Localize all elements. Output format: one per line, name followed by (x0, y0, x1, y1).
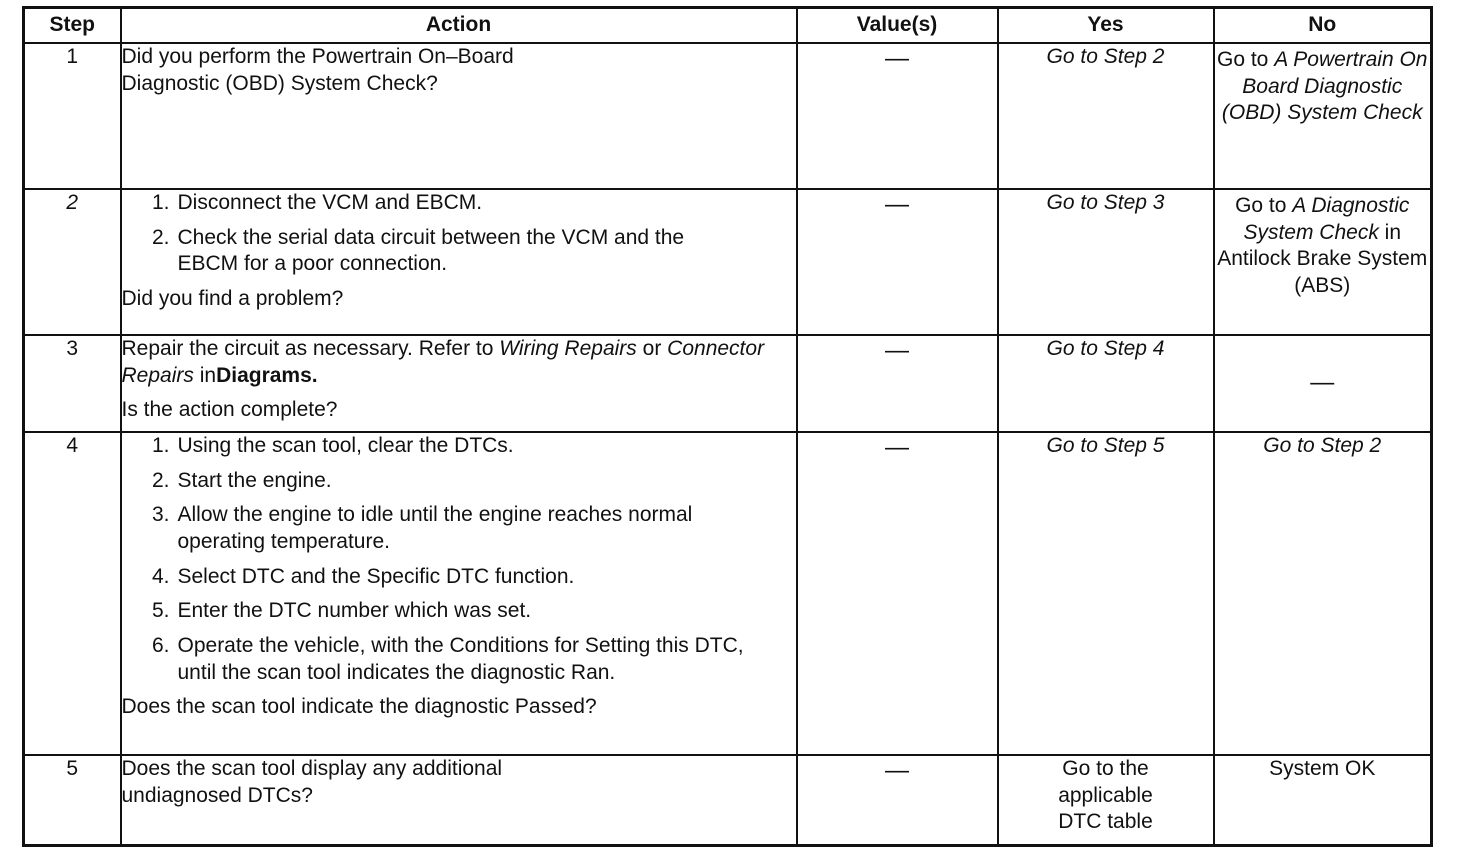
action-text-a: Repair the circuit as necessary. Refer to (121, 337, 494, 360)
action-cell (121, 189, 797, 335)
yes-cell (998, 755, 1214, 846)
step-number: 2 (24, 189, 121, 335)
diagnostic-table (22, 6, 1433, 847)
action-question: Did you find a problem? (121, 286, 344, 310)
step-number: 4 (24, 432, 121, 755)
list-item (122, 190, 796, 217)
yes-text: Go to the applicable DTC table (1058, 757, 1153, 834)
value-cell: — (797, 43, 998, 189)
table-row-step-5 (24, 755, 1432, 846)
list-item (122, 225, 796, 278)
list-item (122, 564, 796, 591)
action-question: Is the action complete? (121, 398, 338, 422)
no-prefix: Go to (1216, 48, 1269, 71)
action-list (122, 190, 796, 278)
value-cell: — (797, 432, 998, 755)
yes-link[interactable]: Go to Step 4 (1046, 337, 1165, 360)
action-cell (121, 755, 797, 846)
step-number: 5 (24, 755, 121, 846)
header-yes: Yes (998, 8, 1214, 44)
header-values: Value(s) (797, 8, 998, 44)
list-item-text: Check the serial data circuit between the VCM and the EBCM for a poor connection. (177, 225, 685, 276)
step-number: 3 (24, 335, 121, 432)
action-text: Did you perform the Powertrain On–Board Diagnostic (OBD) System Check? (121, 45, 514, 95)
list-item-text: Using the scan tool, clear the DTCs. (177, 434, 514, 457)
list-item (122, 633, 796, 686)
action-text: Does the scan tool display any additional undiagnosed DTCs? (121, 757, 503, 807)
action-text (122, 336, 796, 389)
yes-cell (998, 335, 1214, 432)
action-cell (121, 432, 797, 755)
list-item (122, 502, 796, 555)
list-item-text: Enter the DTC number which was set. (177, 599, 532, 623)
list-item-number: 5. (151, 599, 170, 623)
list-item-text: Select DTC and the Specific DTC function. (177, 564, 575, 588)
no-cell (1214, 43, 1432, 189)
no-link[interactable]: A Diagnostic System Check (1243, 194, 1410, 244)
yes-cell (998, 432, 1214, 755)
diagrams-link[interactable]: Diagrams. (216, 363, 318, 387)
list-item-number: 2. (151, 468, 170, 492)
yes-cell (998, 189, 1214, 335)
wiring-repairs-link[interactable]: Wiring Repairs (499, 337, 637, 360)
list-item (122, 468, 796, 495)
table-row-step-2 (24, 189, 1432, 335)
table-row-step-3 (24, 335, 1432, 432)
no-link[interactable]: A Powertrain On Board Diagnostic (OBD) System Check (1221, 48, 1428, 125)
list-item (122, 433, 796, 460)
value-cell: — (797, 755, 998, 846)
list-item-number: 1. (151, 434, 170, 457)
header-no: No (1214, 8, 1432, 44)
action-question: Does the scan tool indicate the diagnostic Passed? (121, 695, 597, 719)
action-cell (121, 43, 797, 189)
header-row (24, 8, 1432, 44)
list-item-number: 6. (151, 633, 170, 657)
no-cell: System OK (1214, 755, 1432, 846)
yes-link[interactable]: Go to Step 5 (1046, 434, 1165, 457)
header-action: Action (121, 8, 797, 44)
no-cell: — (1214, 335, 1432, 432)
list-item-number: 2. (151, 225, 170, 249)
action-cell (121, 335, 797, 432)
step-number: 1 (24, 43, 121, 189)
list-item-text: Operate the vehicle, with the Conditions for Setting this DTC, until the scan tool indicates the diagnostic Ran. (177, 633, 744, 684)
list-item (122, 598, 796, 625)
yes-link[interactable]: Go to Step 2 (1046, 45, 1165, 68)
action-text-c: or (642, 337, 662, 360)
yes-link[interactable]: Go to Step 3 (1046, 191, 1165, 214)
table-row-step-1 (24, 43, 1432, 189)
list-item-number: 1. (151, 191, 170, 214)
no-suffix: in Antilock Brake System (ABS) (1217, 220, 1428, 297)
list-item-text: Allow the engine to idle until the engine reaches normal operating temperature. (177, 503, 693, 553)
list-item-text: Start the engine. (177, 468, 332, 492)
no-cell (1214, 189, 1432, 335)
header-step: Step (24, 8, 121, 44)
list-item-number: 3. (151, 503, 170, 527)
no-link[interactable]: Go to Step 2 (1263, 434, 1382, 457)
value-cell: — (797, 335, 998, 432)
no-prefix: Go to (1235, 194, 1287, 217)
value-cell: — (797, 189, 998, 335)
list-item-text: Disconnect the VCM and EBCM. (177, 191, 483, 214)
no-cell (1214, 432, 1432, 755)
action-text-e: in (199, 363, 217, 387)
connector-repairs-link[interactable]: Connector Repairs (121, 337, 765, 387)
list-item-number: 4. (151, 564, 170, 588)
table-row-step-4 (24, 432, 1432, 755)
yes-cell (998, 43, 1214, 189)
action-list (122, 433, 796, 686)
